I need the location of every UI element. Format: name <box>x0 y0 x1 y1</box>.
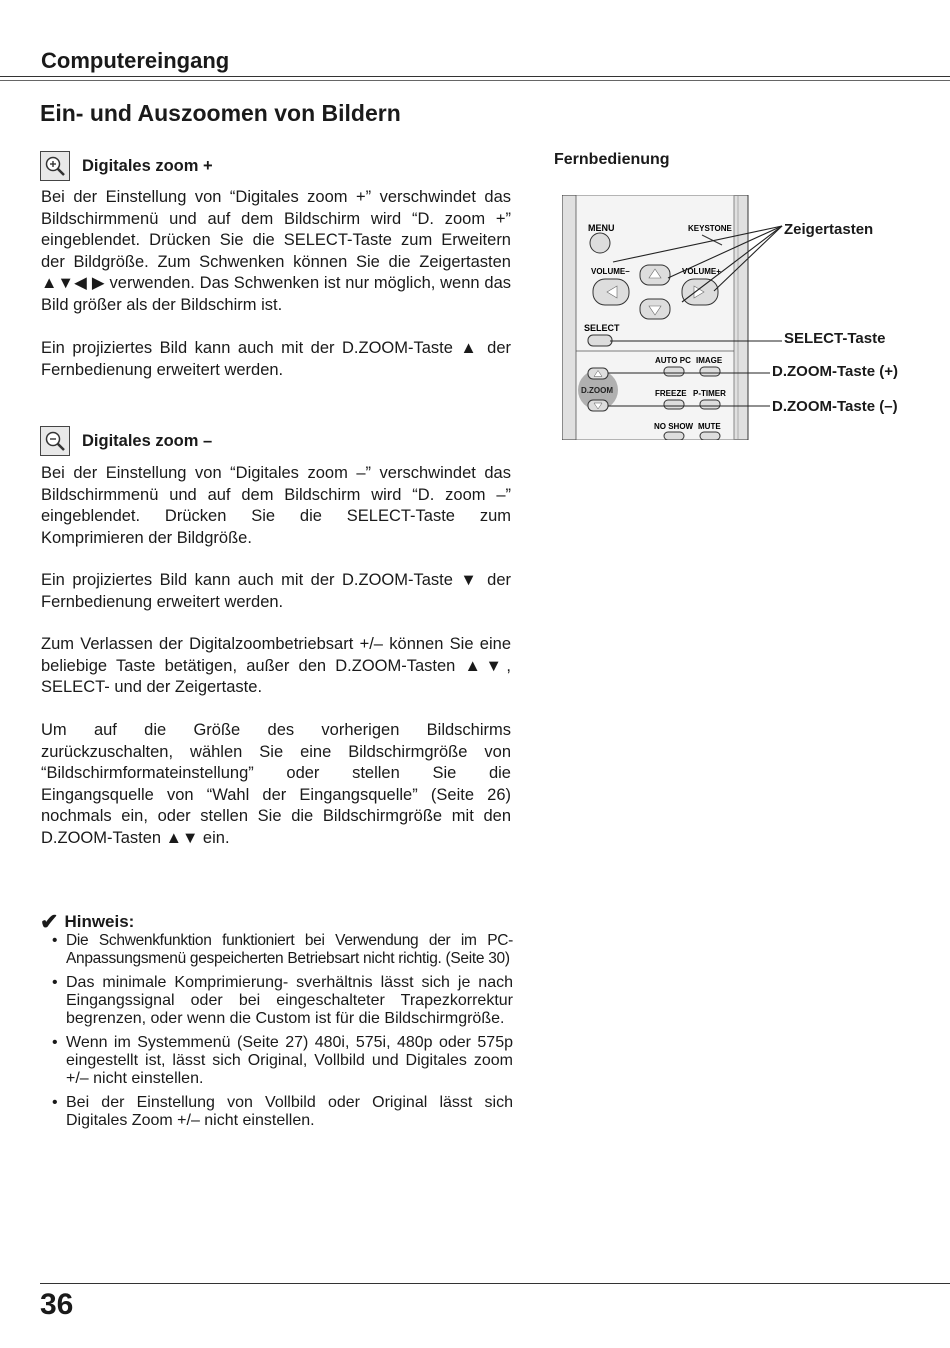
keystone-button-label: KEYSTONE <box>688 224 732 233</box>
select-key-callout: SELECT-Taste <box>784 330 886 347</box>
note-item: • Die Schwenkfunktion funktioniert bei Verwendung der im PC-Anpassungsmenü gespeicherten Betriebsart nicht richtig. (Seite 30) <box>52 932 513 968</box>
dzoom-label: D.ZOOM <box>581 386 613 395</box>
menu-button-label: MENU <box>588 223 615 233</box>
zoom-out-title: Digitales zoom – <box>82 431 213 450</box>
note-title: Hinweis: <box>64 912 135 931</box>
note-item: • Das minimale Komprimierung- sverhältnis lässt sich je nach Eingangssignal oder bei eingeschalteter Trapezkorrektur begrenzen, oder wenn die Custom ist für die Bildschirmgröße. <box>52 974 513 1028</box>
zoom-out-paragraph-3: Zum Verlassen der Digitalzoombetriebsart +/– können Sie eine beliebige Taste betätigen, außer den D.ZOOM-Tasten ▲▼, SELECT- und der Zeigertaste. <box>41 635 511 696</box>
note-item: • Wenn im Systemmenü (Seite 27) 480i, 575i, 480p oder 575p eingestellt ist, lässt sich Original, Vollbild und Digitales zoom +/– nicht einstellen. <box>52 1034 513 1088</box>
zoom-out-paragraph-2: Ein projiziertes Bild kann auch mit der D.ZOOM-Taste ▼ der Fernbedienung erweitert werden. <box>41 571 511 611</box>
zoom-out-paragraph-4: Um auf die Größe des vorherigen Bildschirms zurückzuschalten, wählen Sie eine Bildschirmgröße von “Bildschirmformateinstellung” oder stellen Sie die Eingangsquelle von “Wahl der Eingangsquelle” (Seite 26) nochmals ein, oder stellen Sie die Bildschirmgröße mit den D.ZOOM-Tasten ▲▼ ein. <box>41 721 511 847</box>
zoom-in-title: Digitales zoom + <box>82 156 213 175</box>
volume-minus-label: VOLUME– <box>591 267 630 276</box>
footer-rule <box>40 1283 950 1284</box>
zoom-in-paragraph-2: Ein projiziertes Bild kann auch mit der D.ZOOM-Taste ▲ der Fernbedienung erweitert werden. <box>41 339 511 379</box>
dzoom-minus-callout: D.ZOOM-Taste (–) <box>772 398 898 415</box>
no-show-label: NO SHOW <box>654 422 694 431</box>
header-title: Computereingang <box>41 48 230 73</box>
mute-label: MUTE <box>698 422 721 431</box>
note-item: • Bei der Einstellung von Vollbild oder Original lässt sich Digitales Zoom +/– nicht einstellen. <box>52 1094 513 1130</box>
zoom-out-paragraph-1: Bei der Einstellung von “Digitales zoom –” verschwindet das Bildschirmmenü und auf dem Bildschirm wird “D. zoom –” eingeblendet. Drücken Sie die SELECT-Taste zum Komprimieren der Bildgröße. <box>41 464 511 547</box>
checkmark-icon: ✔ <box>40 909 59 934</box>
pointer-keys-callout: Zeigertasten <box>784 221 874 238</box>
ptimer-label: P-TIMER <box>693 389 726 398</box>
page-heading: Ein- und Auszoomen von Bildern <box>40 100 401 126</box>
remote-title: Fernbedienung <box>554 151 670 168</box>
dzoom-plus-callout: D.ZOOM-Taste (+) <box>772 363 898 380</box>
image-label: IMAGE <box>696 356 723 365</box>
select-button-label: SELECT <box>584 323 620 333</box>
auto-pc-label: AUTO PC <box>655 356 691 365</box>
page-number: 36 <box>40 1288 74 1321</box>
volume-plus-label: VOLUME+ <box>682 267 721 276</box>
freeze-label: FREEZE <box>655 389 687 398</box>
zoom-in-paragraph-1: Bei der Einstellung von “Digitales zoom +” verschwindet das Bildschirmmenü und auf dem Bildschirm wird “D. zoom +” eingeblendet. Drücken Sie die SELECT-Taste zum Erweitern der Bildgröße. Zum Schwenken können Sie die Zeigertasten ▲▼◀ ▶ verwenden. Das Schwenken ist nur möglich, wenn das Bild größer als der Bildschirm ist. <box>41 188 511 314</box>
note-list <box>52 932 513 1136</box>
